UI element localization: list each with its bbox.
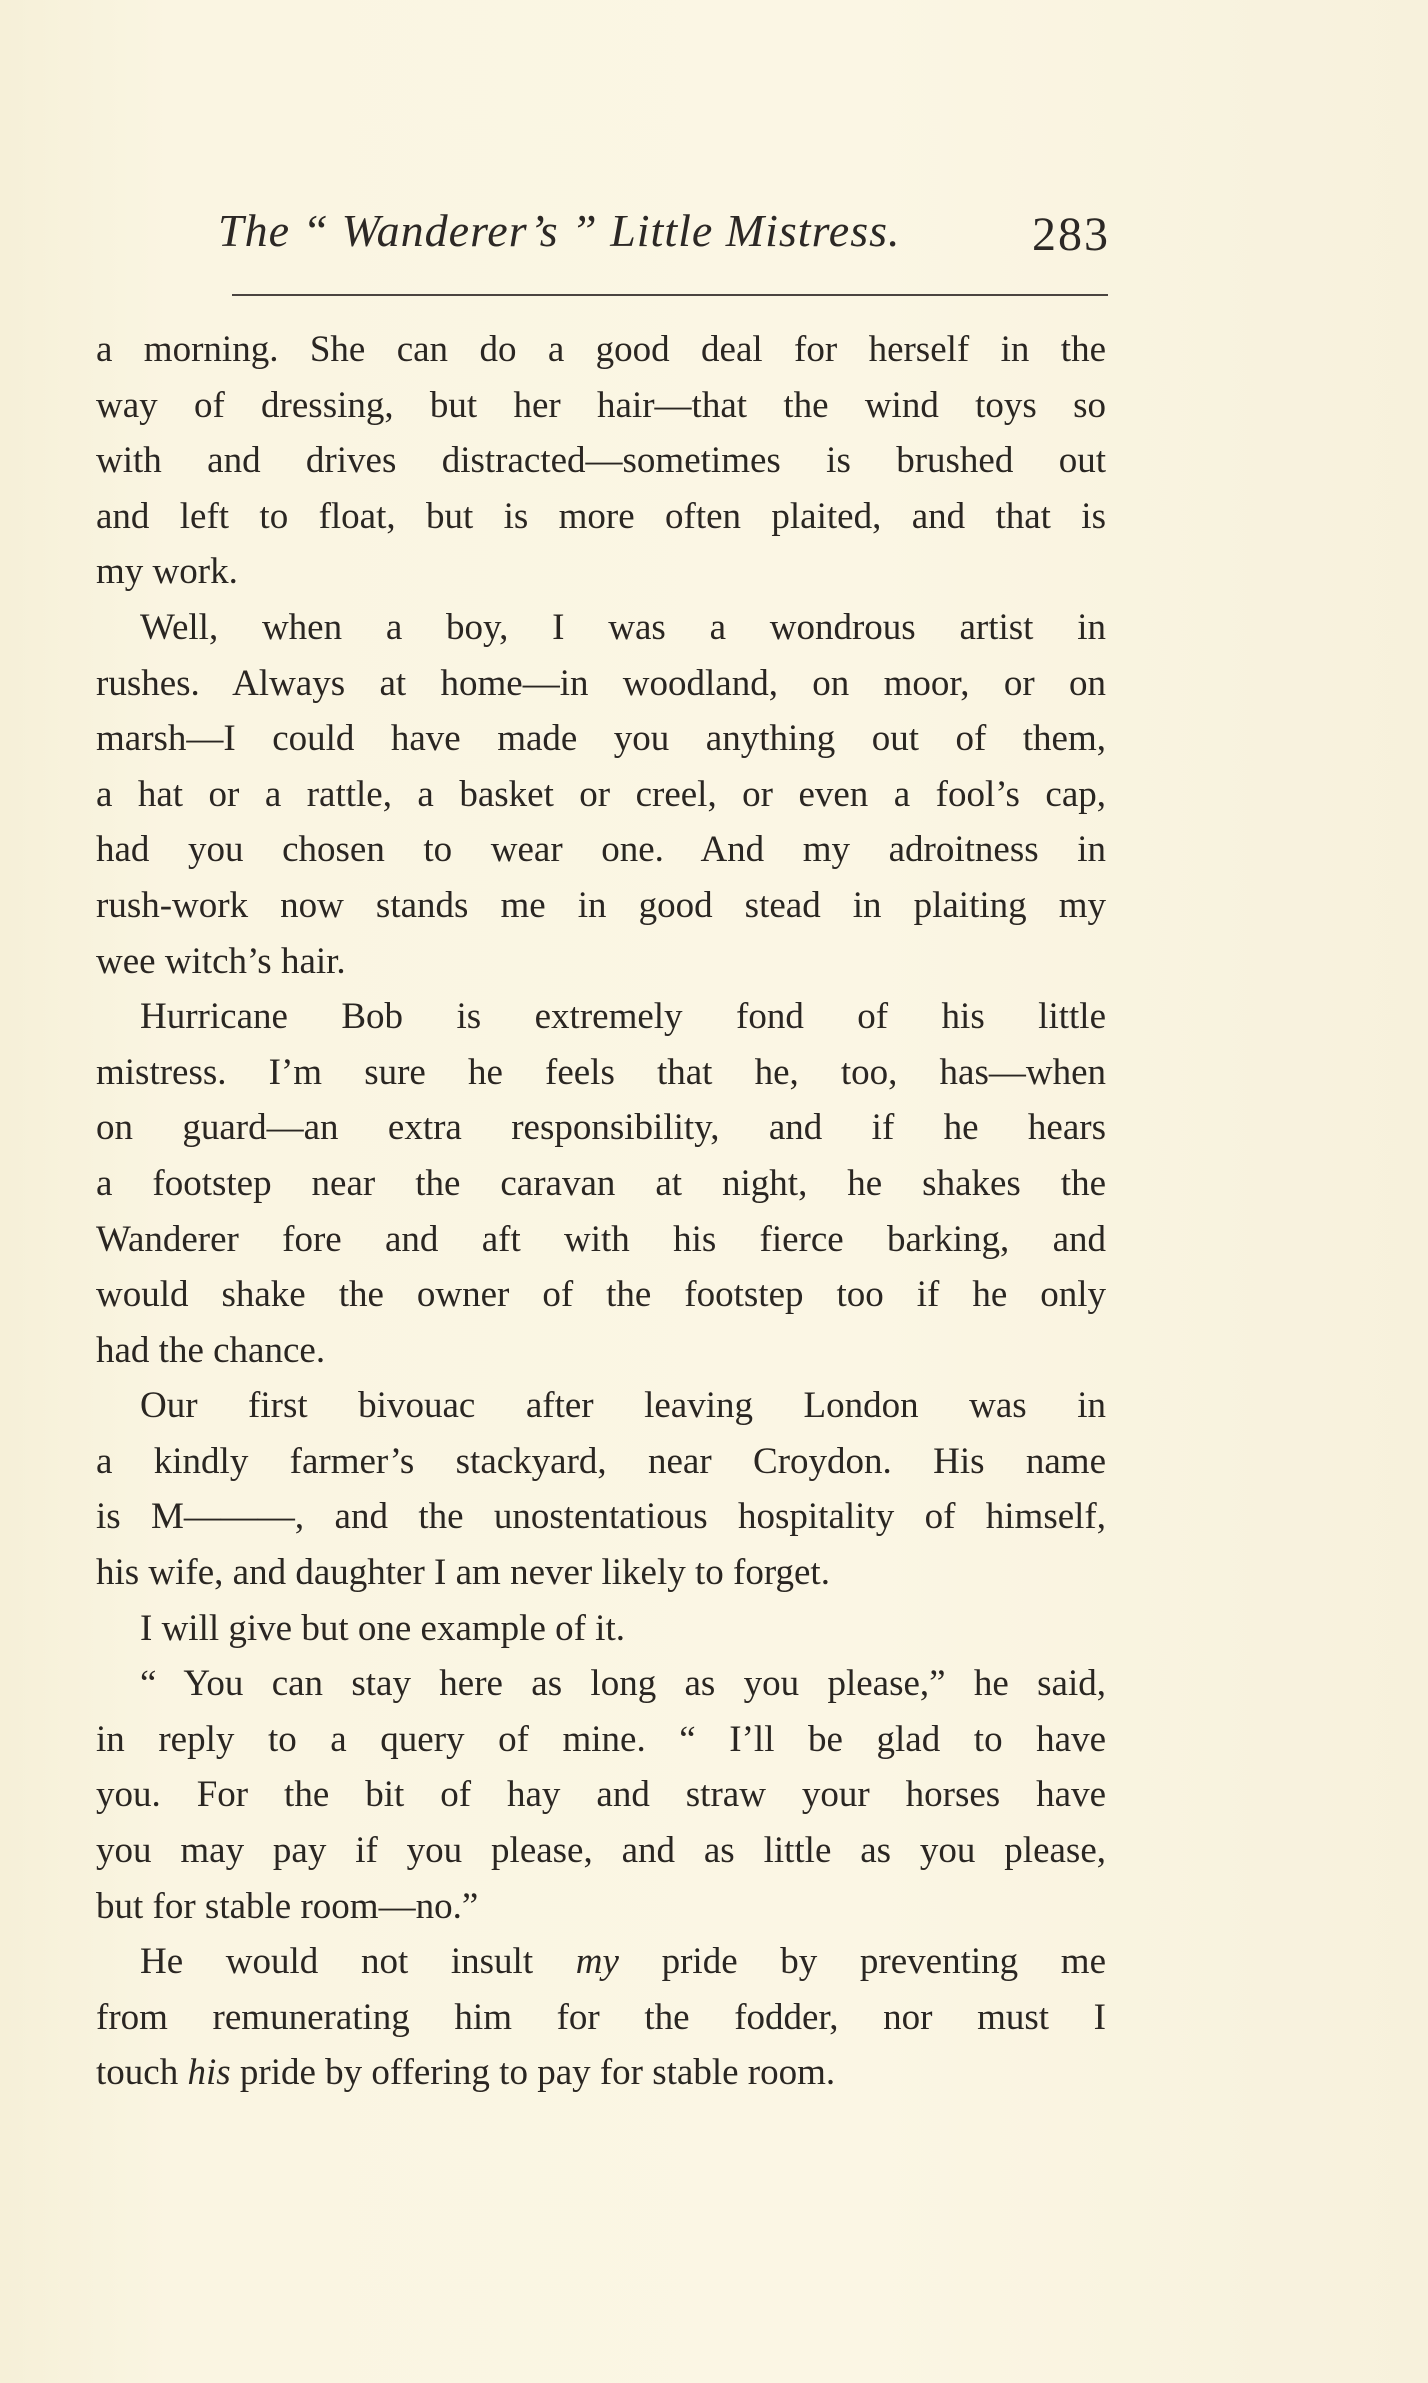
text-line: I will give but one example of it. xyxy=(140,1607,625,1649)
text-line: had the chance. xyxy=(96,1329,326,1371)
text-line: wee witch’s hair. xyxy=(96,940,346,982)
text-line xyxy=(96,1934,1106,1990)
text-line: Well, when a boy, I was a wondrous artist in xyxy=(140,606,1106,648)
text-line: and left to float, but is more often plaited, and that is xyxy=(96,495,1106,537)
text-fragment: He would not insult xyxy=(140,1941,576,1983)
text-line: on guard—an extra responsibility, and if he hears xyxy=(96,1107,1106,1149)
text-line: is M———, and the unostentatious hospitality of himself, xyxy=(96,1496,1106,1538)
text-line: way of dressing, but her hair—that the wind toys so xyxy=(96,384,1106,426)
text-line: a footstep near the caravan at night, he shakes the xyxy=(96,1162,1106,1204)
page-number: 283 xyxy=(1032,208,1110,261)
text-line: a hat or a rattle, a basket or creel, or even a fool’s cap, xyxy=(96,773,1106,815)
text-line: Hurricane Bob is extremely fond of his little xyxy=(140,996,1106,1038)
text-fragment: pride by offering to pay for stable room. xyxy=(230,2052,836,2094)
text-line: Our first bivouac after leaving London was in xyxy=(140,1385,1106,1427)
text-lines xyxy=(96,322,1106,1934)
text-fragment: touch xyxy=(96,2052,188,2094)
text-line: marsh—I could have made you anything out of them, xyxy=(96,718,1106,760)
text-line: my work. xyxy=(96,551,238,593)
text-line: from remunerating him for the fodder, nor must I xyxy=(96,1996,1106,2038)
text-line: his wife, and daughter I am never likely to forget. xyxy=(96,1552,830,1594)
text-line: you may pay if you please, and as little as you please, xyxy=(96,1830,1106,1872)
text-line: with and drives distracted—sometimes is brushed out xyxy=(96,440,1106,482)
running-head xyxy=(210,196,1110,266)
text-line: you. For the bit of hay and straw your horses have xyxy=(96,1774,1106,1816)
body-text xyxy=(96,322,1106,2101)
text-line: rush-work now stands me in good stead in plaiting my xyxy=(96,884,1106,926)
italic-text: my xyxy=(575,1941,619,1983)
text-fragment: pride by preventing me xyxy=(618,1941,1106,1983)
italic-text: his xyxy=(187,2052,231,2094)
text-line: a morning. She can do a good deal for herself in the xyxy=(96,329,1106,370)
text-line: a kindly farmer’s stackyard, near Croydon. His name xyxy=(96,1440,1106,1482)
text-line: rushes. Always at home—in woodland, on moor, or on xyxy=(96,662,1106,704)
text-line: would shake the owner of the footstep too if he only xyxy=(96,1274,1106,1316)
header-rule xyxy=(232,294,1108,296)
text-line: Wanderer fore and aft with his fierce barking, and xyxy=(96,1218,1106,1260)
text-line: mistress. I’m sure he feels that he, too, has—when xyxy=(96,1051,1106,1093)
running-head-title: The “ Wanderer’s ” Little Mistress. xyxy=(218,205,901,256)
text-line: had you chosen to wear one. And my adroitness in xyxy=(96,829,1106,871)
text-line xyxy=(96,2045,1106,2101)
text-line: “ You can stay here as long as you please,” he said, xyxy=(140,1663,1106,1705)
text-line: but for stable room—no.” xyxy=(96,1885,479,1927)
text-line: in reply to a query of mine. “ I’ll be glad to have xyxy=(96,1718,1106,1760)
